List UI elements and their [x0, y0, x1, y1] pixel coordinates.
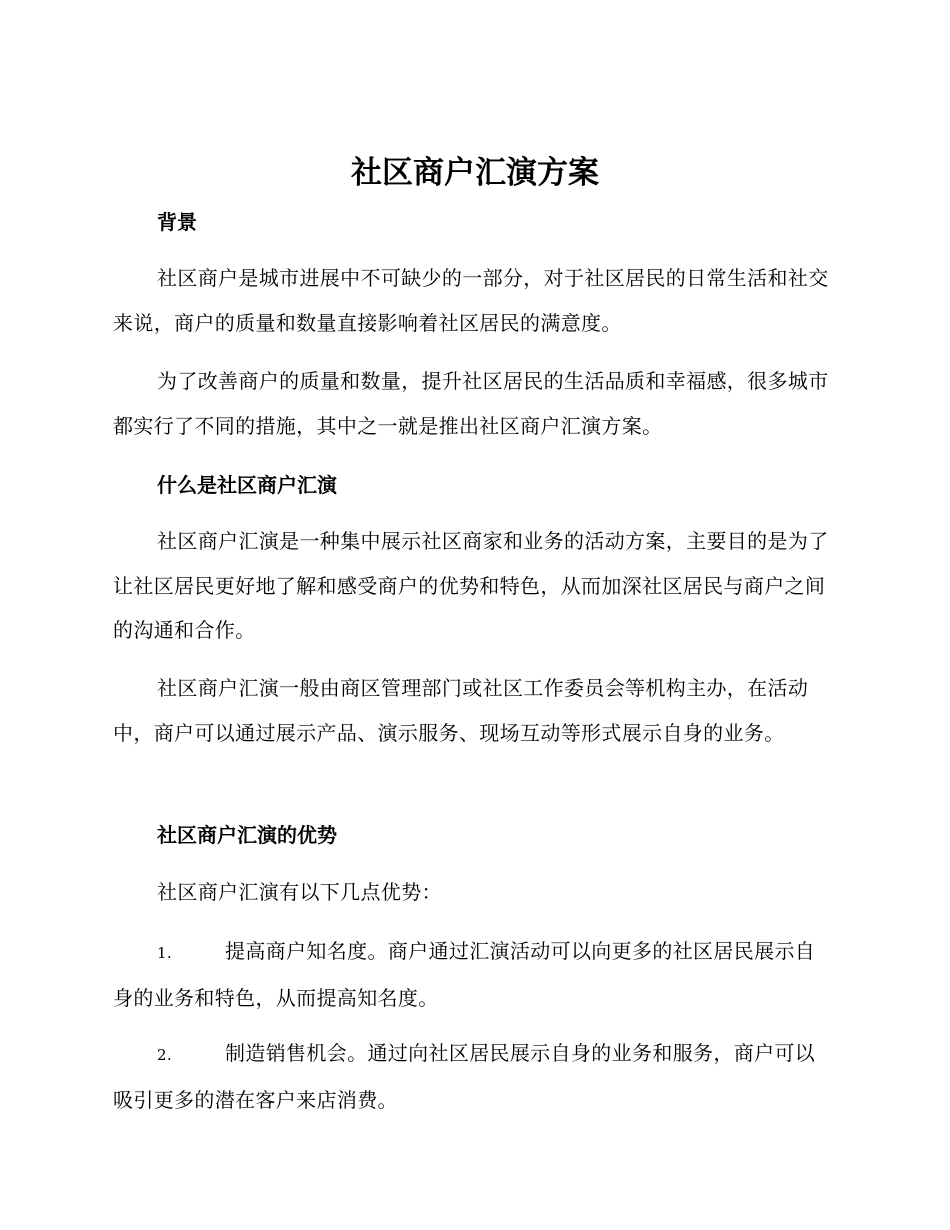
paragraph: 社区商户汇演是一种集中展示社区商家和业务的活动方案，主要目的是为了让社区居民更好地了解和感受商户的优势和特色，从而加深社区居民与商户之间的沟通和合作。	[113, 529, 829, 642]
list-item	[113, 1031, 833, 1122]
list-number: 2.	[157, 1046, 173, 1064]
paragraph: 社区商户汇演有以下几点优势：	[157, 880, 442, 904]
list-number: 1.	[157, 944, 173, 962]
section-heading-background: 背景	[157, 210, 197, 234]
list-item-text: 提高商户知名度。商户通过汇演活动可以向更多的社区居民展示自身的业务和特色，从而提高知名度。	[113, 939, 816, 1010]
section-heading-what-is: 什么是社区商户汇演	[157, 473, 337, 497]
section-heading-advantages: 社区商户汇演的优势	[157, 823, 337, 847]
list-item	[113, 929, 833, 1020]
paragraph: 社区商户汇演一般由商区管理部门或社区工作委员会等机构主办，在活动中，商户可以通过展示产品、演示服务、现场互动等形式展示自身的业务。	[113, 676, 809, 745]
paragraph: 社区商户是城市进展中不可缺少的一部分，对于社区居民的日常生活和社交来说，商户的质量和数量直接影响着社区居民的满意度。	[113, 266, 829, 335]
paragraph: 为了改善商户的质量和数量，提升社区居民的生活品质和幸福感，很多城市都实行了不同的措施，其中之一就是推出社区商户汇演方案。	[113, 369, 829, 438]
document-title: 社区商户汇演方案	[351, 155, 599, 191]
list-item-text: 制造销售机会。通过向社区居民展示自身的业务和服务，商户可以吸引更多的潜在客户来店消费。	[113, 1041, 816, 1112]
